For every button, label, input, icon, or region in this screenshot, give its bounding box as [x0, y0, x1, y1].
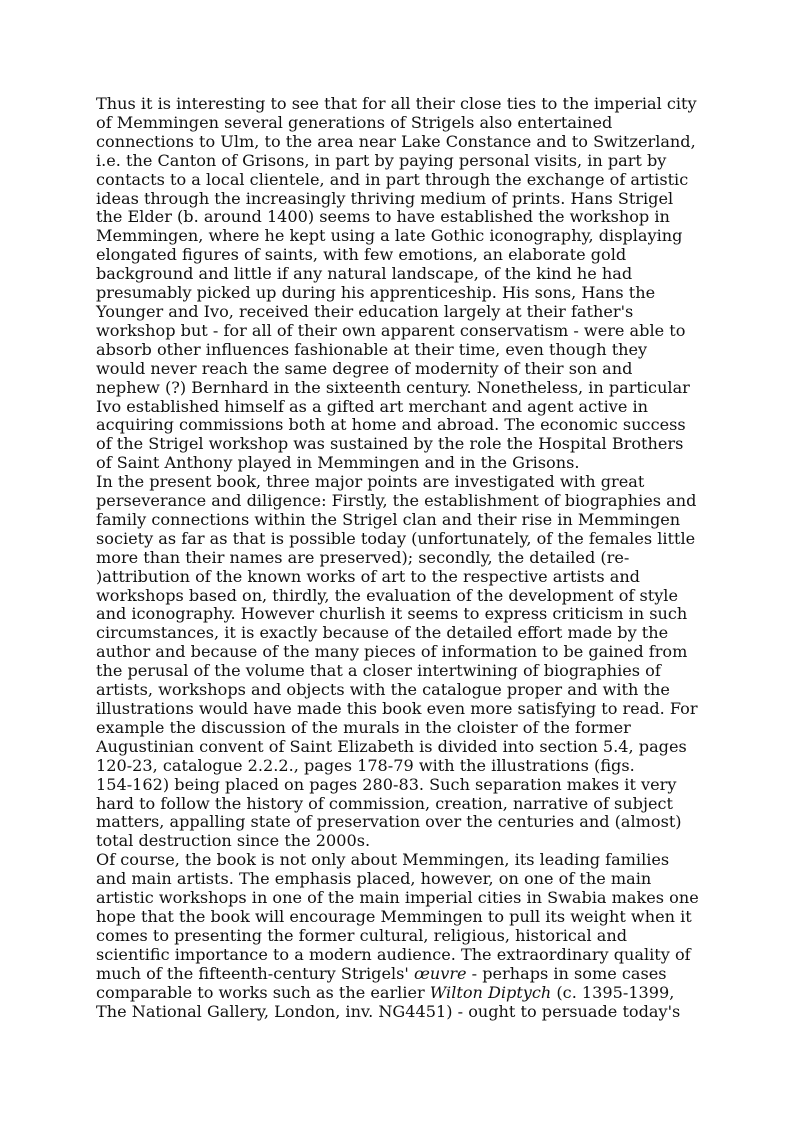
- text-line: presumably picked up during his apprenticeship. His sons, Hans the: [96, 283, 656, 303]
- text-line: artists, workshops and objects with the catalogue proper and with the: [96, 680, 670, 700]
- text-line: total destruction since the 2000s.: [96, 831, 371, 851]
- text-line: workshops based on, thirdly, the evaluation of the development of style: [96, 585, 678, 605]
- text-line: contacts to a local clientele, and in part through the exchange of artistic: [96, 169, 689, 189]
- text-line: nephew (?) Bernhard in the sixteenth century. Nonetheless, in particular: [96, 377, 690, 397]
- text-line: and iconography. However churlish it seems to express criticism in such: [96, 604, 688, 624]
- text-line: illustrations would have made this book even more satisfying to read. For: [96, 699, 698, 718]
- text-line-oeuvre: [96, 965, 716, 984]
- text-line: scientific importance to a modern audience. The extraordinary quality of: [96, 944, 691, 964]
- text-segment: much of the fifteenth-century Strigels': [96, 963, 414, 983]
- paragraph-strigel-workshops: [96, 95, 716, 473]
- text-line: elongated figures of saints, with few emotions, an elaborate gold: [96, 245, 627, 265]
- text-line: author and because of the many pieces of information to be gained from: [96, 642, 688, 662]
- paragraph-memmingen-emphasis: [96, 851, 716, 1021]
- text-line: absorb other influences fashionable at their time, even though they: [96, 339, 648, 359]
- text-line: and main artists. The emphasis placed, however, on one of the main: [96, 869, 652, 889]
- text-line: 154-162) being placed on pages 280-83. Such separation makes it very: [96, 774, 677, 794]
- text-line: workshop but - for all of their own apparent conservatism - were able to: [96, 320, 686, 340]
- text-line: Younger and Ivo, received their education largely at their father's: [96, 301, 634, 321]
- text-segment: - perhaps in some cases: [466, 963, 667, 983]
- text-line: society as far as that is possible today (unfortunately, of the females little: [96, 528, 696, 548]
- text-line: Augustinian convent of Saint Elizabeth is divided into section 5.4, pages: [96, 736, 687, 756]
- document-page: [96, 95, 716, 1021]
- text-line: )attribution of the known works of art to the respective artists and: [96, 566, 640, 586]
- text-line: more than their names are preserved); secondly, the detailed (re-: [96, 547, 630, 567]
- text-line: example the discussion of the murals in the cloister of the former: [96, 717, 631, 737]
- text-line: Thus it is interesting to see that for all their close ties to the imperial city: [96, 94, 697, 113]
- text-line: matters, appalling state of preservation over the centuries and (almost): [96, 812, 682, 832]
- text-line: perseverance and diligence: Firstly, the establishment of biographies and: [96, 491, 697, 511]
- text-line: the Elder (b. around 1400) seems to have established the workshop in: [96, 207, 670, 227]
- text-line-wilton-diptych: [96, 984, 716, 1003]
- italic-wilton-diptych: Wilton Diptych: [429, 982, 552, 1002]
- text-line: hard to follow the history of commission, creation, narrative of subject: [96, 793, 673, 813]
- text-line: i.e. the Canton of Grisons, in part by paying personal visits, in part by: [96, 150, 667, 170]
- text-segment: (c. 1395-1399,: [551, 982, 675, 1002]
- text-line: The National Gallery, London, inv. NG4451) - ought to persuade today's: [96, 1001, 681, 1021]
- text-line: circumstances, it is exactly because of the detailed effort made by the: [96, 623, 669, 643]
- text-line: In the present book, three major points are investigated with great: [96, 472, 645, 492]
- text-line: of the Strigel workshop was sustained by the role the Hospital Brothers: [96, 434, 684, 454]
- text-line: connections to Ulm, to the area near Lake Constance and to Switzerland,: [96, 131, 696, 151]
- text-line: acquiring commissions both at home and abroad. The economic success: [96, 415, 686, 435]
- text-line: ideas through the increasingly thriving medium of prints. Hans Strigel: [96, 188, 674, 208]
- text-segment: comparable to works such as the earlier: [96, 982, 430, 1002]
- text-line: hope that the book will encourage Memmingen to pull its weight when it: [96, 906, 692, 926]
- text-line: of Memmingen several generations of Strigels also entertained: [96, 112, 613, 132]
- text-line: family connections within the Strigel clan and their rise in Memmingen: [96, 509, 681, 529]
- text-line: artistic workshops in one of the main imperial cities in Swabia makes one: [96, 888, 699, 908]
- text-line: comes to presenting the former cultural, religious, historical and: [96, 925, 628, 945]
- text-line: Of course, the book is not only about Memmingen, its leading families: [96, 850, 670, 870]
- text-line: Memmingen, where he kept using a late Gothic iconography, displaying: [96, 226, 683, 246]
- text-line: 120-23, catalogue 2.2.2., pages 178-79 with the illustrations (figs.: [96, 755, 635, 775]
- italic-oeuvre: œuvre: [413, 963, 467, 983]
- text-line: of Saint Anthony played in Memmingen and in the Grisons.: [96, 453, 580, 473]
- text-line: Ivo established himself as a gifted art merchant and agent active in: [96, 396, 649, 416]
- text-line: the perusal of the volume that a closer intertwining of biographies of: [96, 661, 661, 681]
- text-line: would never reach the same degree of modernity of their son and: [96, 358, 633, 378]
- text-line: background and little if any natural landscape, of the kind he had: [96, 264, 633, 284]
- paragraph-book-points: [96, 473, 716, 851]
